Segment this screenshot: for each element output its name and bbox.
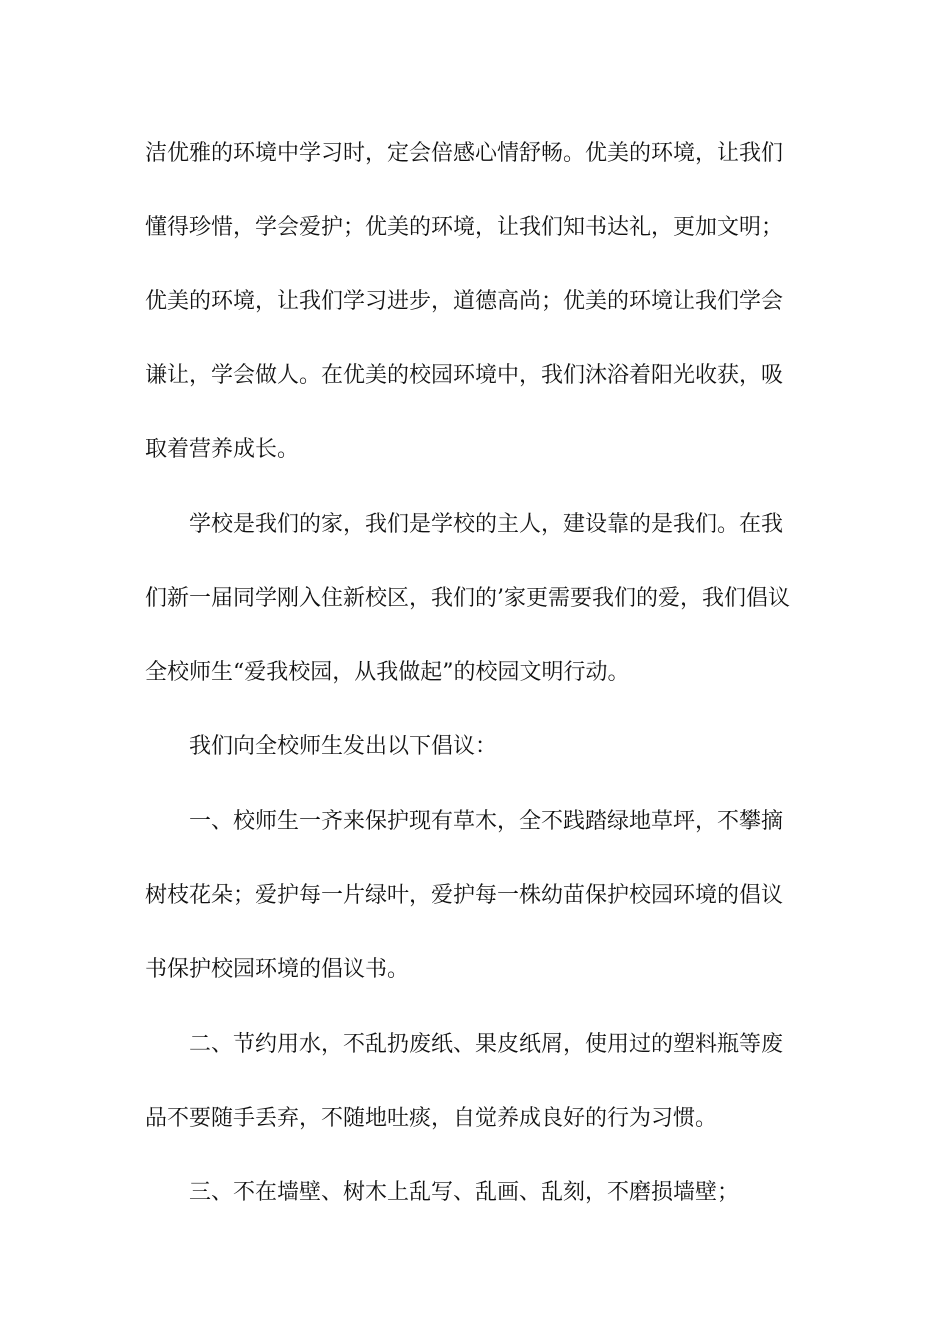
text-line-12: 书保护校园环境的倡议书。 bbox=[145, 957, 410, 982]
text-line-5: 取着营养成长。 bbox=[145, 437, 300, 462]
text-line-4: 谦让，学会做人。在优美的校园环境中，我们沐浴着阳光收获，吸 bbox=[145, 363, 784, 388]
text-line-8: 全校师生“爱我校园，从我做起”的校园文明行动。 bbox=[145, 660, 630, 685]
text-line-2: 懂得珍惜，学会爱护；优美的环境，让我们知书达礼，更加文明； bbox=[145, 215, 784, 240]
text-line-14: 品不要随手丢弃，不随地吐痰，自觉养成良好的行为习惯。 bbox=[145, 1106, 718, 1131]
text-line-1: 洁优雅的环境中学习时，定会倍感心情舒畅。优美的环境，让我们 bbox=[145, 141, 784, 166]
proposal-1-line: 一、校师生一齐来保护现有草木，全不践踏绿地草坪，不攀摘 bbox=[189, 809, 784, 834]
text-line-3: 优美的环境，让我们学习进步，道德高尚；优美的环境让我们学会 bbox=[145, 289, 784, 314]
paragraph-start-line: 学校是我们的家，我们是学校的主人，建设靠的是我们。在我 bbox=[189, 512, 784, 537]
proposal-2-line: 二、节约用水，不乱扔废纸、果皮纸屑，使用过的塑料瓶等废 bbox=[189, 1032, 784, 1057]
proposal-3-line: 三、不在墙壁、树木上乱写、乱画、乱刻，不磨损墙壁； bbox=[189, 1180, 740, 1205]
proposal-intro-line: 我们向全校师生发出以下倡议： bbox=[189, 734, 498, 759]
text-line-7: 们新一届同学刚入住新校区，我们的’家更需要我们的爱，我们倡议 bbox=[145, 586, 790, 611]
text-line-11: 树枝花朵；爱护每一片绿叶，爱护每一株幼苗保护校园环境的倡议 bbox=[145, 883, 784, 908]
